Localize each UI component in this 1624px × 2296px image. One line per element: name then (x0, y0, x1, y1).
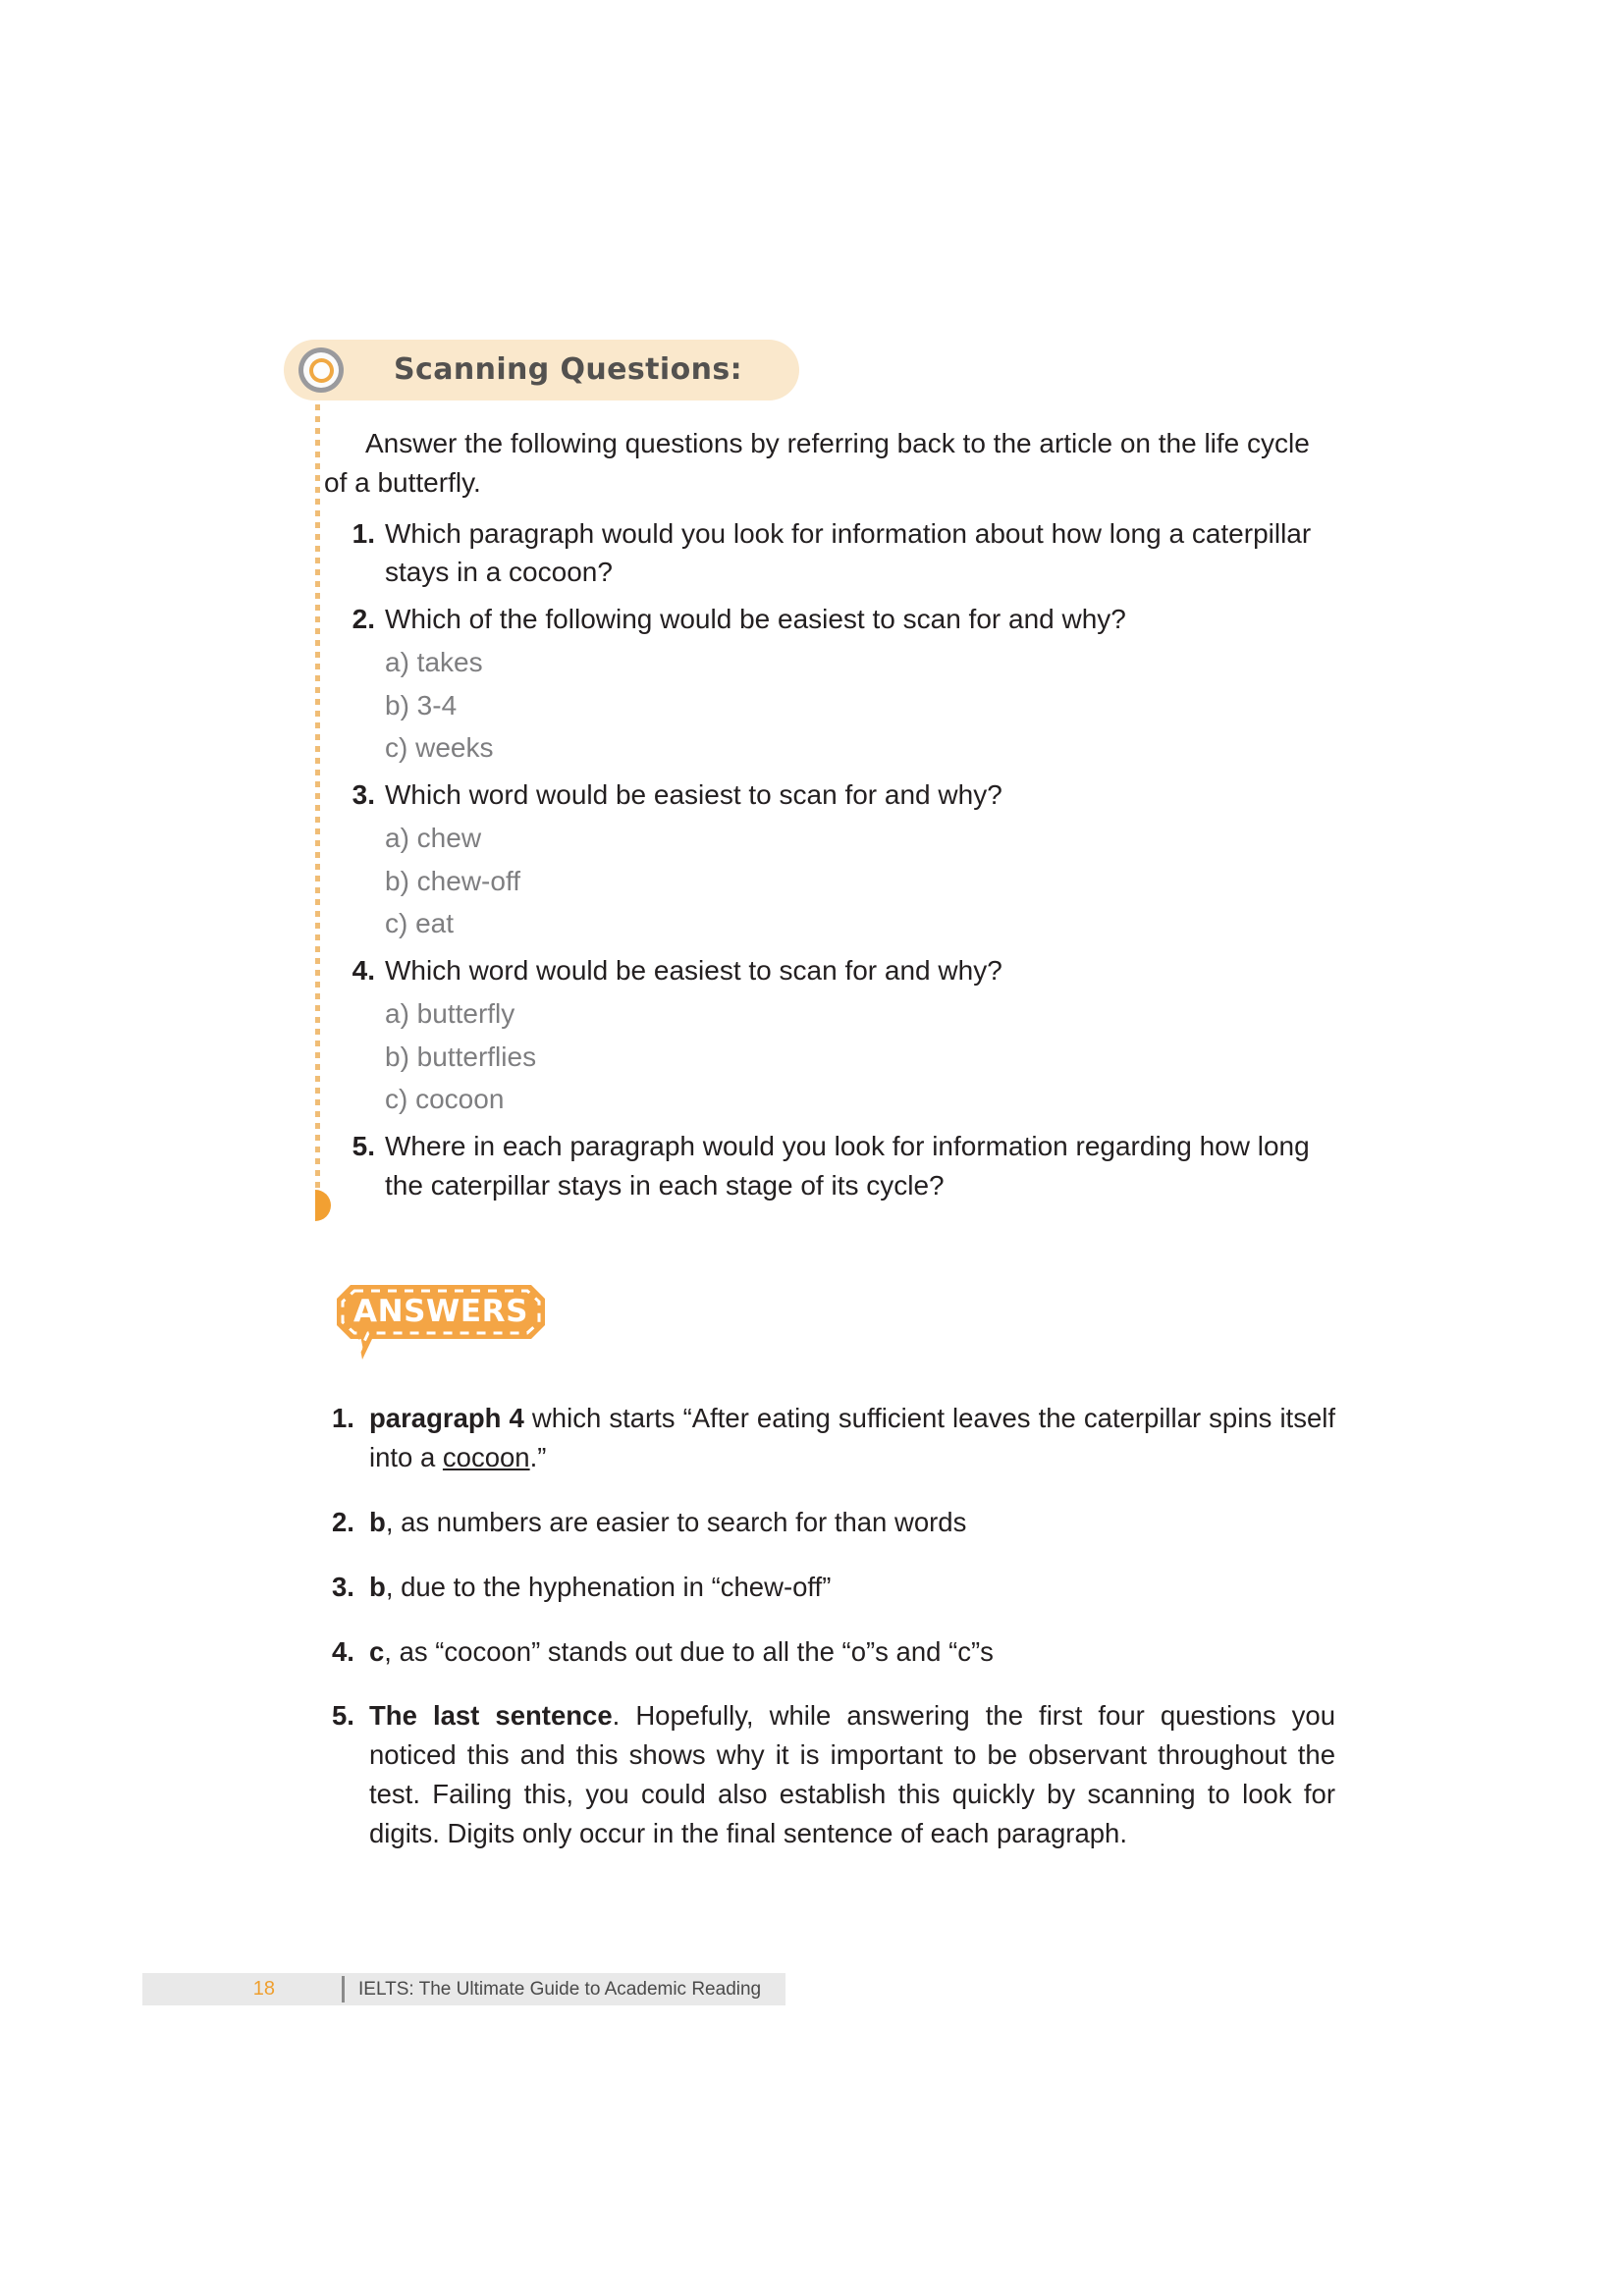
question-text: Which of the following would be easiest to scan for and why? (385, 604, 1126, 634)
answer-lead: b (369, 1506, 386, 1537)
answer-body-tail: .” (529, 1441, 547, 1472)
answer-number: 5. (332, 1700, 354, 1732)
answer-lead: The last sentence (369, 1700, 613, 1732)
dotted-connector-line (315, 404, 320, 1195)
question-item (324, 600, 1335, 639)
scanning-questions-badge (284, 340, 799, 400)
answers-list (332, 1399, 1335, 1853)
question-item (324, 514, 1335, 593)
answers-block (332, 1399, 1335, 1853)
question-item (324, 1127, 1335, 1205)
question-option: b) 3-4 (385, 689, 458, 721)
question-option: a) takes (385, 646, 483, 677)
footer-book-title: IELTS: The Ultimate Guide to Academic Reading (358, 1979, 762, 2000)
answer-body: . Hopefully, while answering the first four questions you noticed this and this shows why it is important to be observant throughout the test. Failing this, you could also establish this quickly by scanning to look for digits. Digits only occur in the final sentence of each paragraph. (369, 1700, 1335, 1848)
answer-number: 4. (332, 1635, 354, 1667)
question-option: b) butterflies (385, 1041, 537, 1072)
answer-item (332, 1503, 1335, 1542)
question-number: 4. (352, 955, 375, 986)
question-option: a) butterfly (385, 997, 515, 1029)
answer-number: 1. (332, 1403, 354, 1433)
answer-body: , due to the hyphenation in “chew-off” (385, 1571, 832, 1602)
footer-divider (342, 1976, 345, 2002)
answer-number: 3. (332, 1571, 354, 1602)
questions-block (324, 424, 1335, 1205)
answer-underlined-term: cocoon (442, 1441, 530, 1472)
icon-ring-white (303, 352, 339, 388)
answer-lead: c (369, 1635, 385, 1667)
questions-list (324, 514, 1335, 1205)
question-item (324, 775, 1335, 815)
answers-banner (337, 1285, 545, 1345)
answer-lead: b (369, 1571, 386, 1602)
question-number: 5. (352, 1131, 375, 1161)
answer-number: 2. (332, 1506, 354, 1537)
icon-ring-core (313, 362, 330, 379)
question-number: 1. (352, 517, 375, 549)
answer-body: , as numbers are easier to search for than words (385, 1506, 967, 1537)
question-item (324, 951, 1335, 990)
answer-lead: paragraph 4 (369, 1403, 524, 1433)
icon-ring-orange (309, 358, 334, 383)
answer-item (332, 1632, 1335, 1672)
target-circle-icon (298, 347, 344, 393)
questions-intro: Answer the following questions by referring back to the article on the life cycle of a butterfly. (324, 428, 1310, 498)
scanning-questions-title: Scanning Questions: (394, 352, 743, 387)
answer-body: which starts “After eating sufficient leaves the caterpillar spins itself into a (369, 1403, 1335, 1472)
answer-item (332, 1696, 1335, 1853)
question-option: c) eat (385, 908, 455, 939)
question-option: c) weeks (385, 732, 494, 764)
answer-item (332, 1399, 1335, 1477)
answers-banner-label: ANSWERS (352, 1294, 529, 1329)
question-text: Which paragraph would you look for information about how long a caterpillar stays in a cocoon? (385, 517, 1312, 588)
footer-page-number: 18 (252, 1978, 275, 2000)
question-option: c) cocoon (385, 1084, 505, 1115)
question-text: Which word would be easiest to scan for and why? (385, 955, 1002, 986)
question-number: 2. (352, 604, 375, 634)
question-number: 3. (352, 779, 375, 810)
question-option: a) chew (385, 822, 482, 853)
question-text: Which word would be easiest to scan for and why? (385, 779, 1002, 810)
question-text: Where in each paragraph would you look for information regarding how long the caterpillar stays in each stage of its cycle? (385, 1131, 1310, 1201)
question-option: b) chew-off (385, 865, 520, 896)
answer-body: , as “cocoon” stands out due to all the “o”s and “c”s (384, 1635, 994, 1667)
answer-item (332, 1568, 1335, 1607)
